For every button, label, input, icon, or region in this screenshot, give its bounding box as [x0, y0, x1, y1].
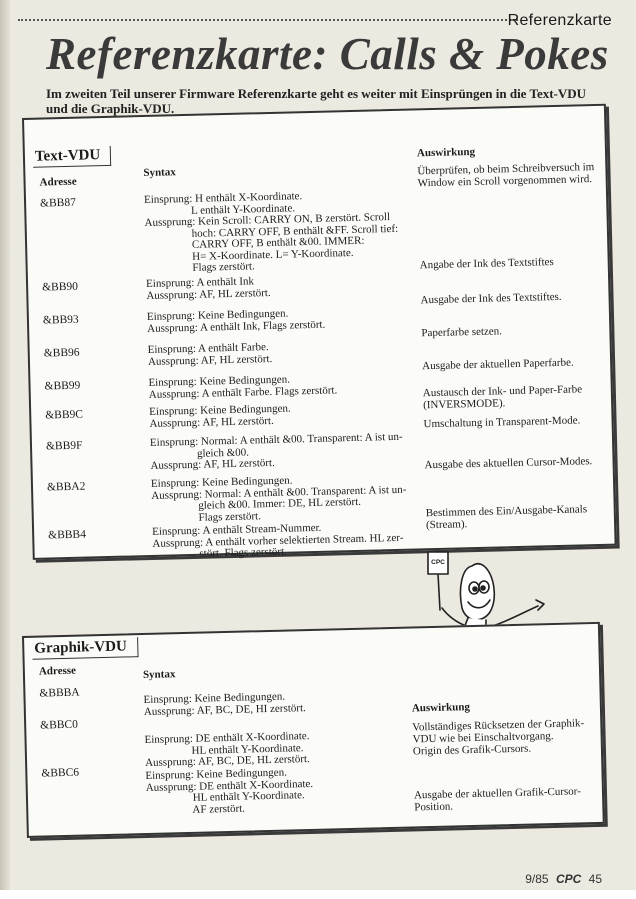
row-address: &BBBA [39, 686, 80, 700]
text-vdu-title: Text-VDU [33, 146, 112, 168]
row-syntax: Einsprung: Keine Bedingungen. Aussprung: AF, HL zerstört. [149, 402, 291, 430]
graphik-vdu-col-address: Adresse [38, 664, 77, 678]
row-address: &BB9C [45, 408, 84, 422]
row-effect: Ausgabe des aktuellen Cursor-Modes. [424, 455, 593, 472]
graphik-vdu-col-syntax: Syntax [142, 668, 176, 682]
row-syntax: Einsprung: A enthält Ink Aussprung: AF, HL zerstört. [145, 275, 271, 302]
page-spine-shadow [0, 0, 10, 899]
text-vdu-col-effect: Auswirkung [416, 145, 476, 160]
section-label: Referenzkarte [507, 12, 612, 29]
row-effect: Überprüfen, ob beim Schreibversuch im Window ein Scroll vorgenommen wird. [417, 161, 595, 189]
row-syntax: Einsprung: Keine Bedingungen. Aussprung: A enthält Farbe. Flags zerstört. [148, 373, 338, 401]
text-vdu-card [22, 104, 617, 560]
row-address: &BB90 [42, 280, 79, 294]
row-address: &BB9F [45, 439, 83, 453]
text-vdu-col-syntax: Syntax [143, 166, 176, 180]
graphik-vdu-col-effect: Auswirkung [411, 701, 471, 715]
row-effect: Angabe der Ink des Textstiftes [419, 256, 554, 272]
row-syntax: Einsprung: Keine Bedingungen. Aussprung: DE enthält X-Koordinate. HL enthält Y-Koordinate. AF zerstört. [145, 766, 314, 817]
row-effect: Vollständiges Rücksetzen der Graphik-VDU wie bei Einschaltvorgang. [412, 717, 585, 745]
graphik-vdu-card [22, 622, 605, 838]
row-syntax: Einsprung: DE enthält X-Koordinate. HL enthält Y-Koordinate. Aussprung: AF, BC, DE, HL zerstört. [144, 730, 310, 770]
row-address: &BBC0 [40, 718, 79, 732]
row-syntax: Einsprung: Keine Bedingungen. Aussprung: AF, BC, DE, HI zerstört. [143, 690, 306, 718]
page-footer [525, 872, 602, 886]
row-syntax: Einsprung: A enthält Farbe. Aussprung: AF, HL zerstört. [147, 341, 273, 368]
row-address: &BB87 [39, 196, 77, 210]
row-syntax: Einsprung: Keine Bedingungen. Aussprung: A enthält Ink, Flags zerstört. [146, 307, 326, 335]
row-syntax: Einsprung: Normal: A enthält &00. Transparent: A ist un- gleich &00. Aussprung: AF, HL zerstört. [149, 430, 403, 472]
page-title: Referenzkarte: Calls & Pokes [46, 29, 609, 79]
mascot-sign-text: CPC [431, 559, 445, 566]
intro-paragraph: Im zweiten Teil unserer Firmware Referenzkarte geht es weiter mit Einsprüngen in die Text-VDU und die Graphik-VDU. [46, 86, 587, 116]
row-effect: Paperfarbe setzen. [421, 325, 503, 340]
row-effect: Umschaltung in Transparent-Mode. [423, 414, 581, 431]
row-address: &BB96 [43, 346, 80, 360]
row-effect: Bestimmen des Ein/Ausgabe-Kanals (Stream). [425, 503, 588, 531]
row-address: &BBC6 [41, 766, 80, 780]
row-syntax: Einsprung: Keine Bedingungen. Aussprung: Normal: A enthält &00. Transparent: A ist un- gleich &00. Immer: DE, HL zerstört. Flags zerstört. [150, 474, 407, 525]
row-effect: Ausgabe der aktuellen Grafik-Cursor-Position. [413, 785, 581, 813]
page-bottom-margin [0, 890, 636, 899]
footer-issue: 9/85 [525, 872, 549, 886]
text-vdu-col-address: Adresse [39, 175, 77, 189]
footer-page-number: 45 [588, 872, 602, 886]
row-address: &BB99 [44, 379, 81, 393]
row-effect: Austausch der Ink- und Paper-Farbe (INVERSMODE). [422, 383, 583, 411]
row-address: &BB93 [42, 313, 79, 327]
row-syntax: Einsprung: A enthält Stream-Nummer. Aussprung: A enthält vorher selektierten Stream. HL zer- stört. Flags zerstört. [152, 521, 404, 561]
header-dotted-rule [18, 19, 518, 21]
row-effect: Origin des Grafik-Cursors. [412, 742, 532, 758]
row-effect: Ausgabe der aktuellen Paperfarbe. [422, 356, 574, 373]
row-address: &BBB4 [48, 528, 87, 542]
graphik-vdu-title: Graphik-VDU [32, 637, 138, 660]
row-address: &BBA2 [46, 480, 86, 494]
footer-brand: CPC [555, 872, 582, 886]
row-effect: Ausgabe der Ink des Textstiftes. [420, 290, 562, 307]
row-syntax: Einsprung: H enthält X-Koordinate. L enthält Y-Koordinate. Aussprung: Kein Scroll: CARRY ON, B zerstört. Scroll hoch: CARRY OFF, B enthält &FF. Scroll tief: CARRY OFF, B enthält &00. IMMER: H= X-Koordinate. L= Y-Koordinate. Flags zerstört. [143, 190, 399, 276]
